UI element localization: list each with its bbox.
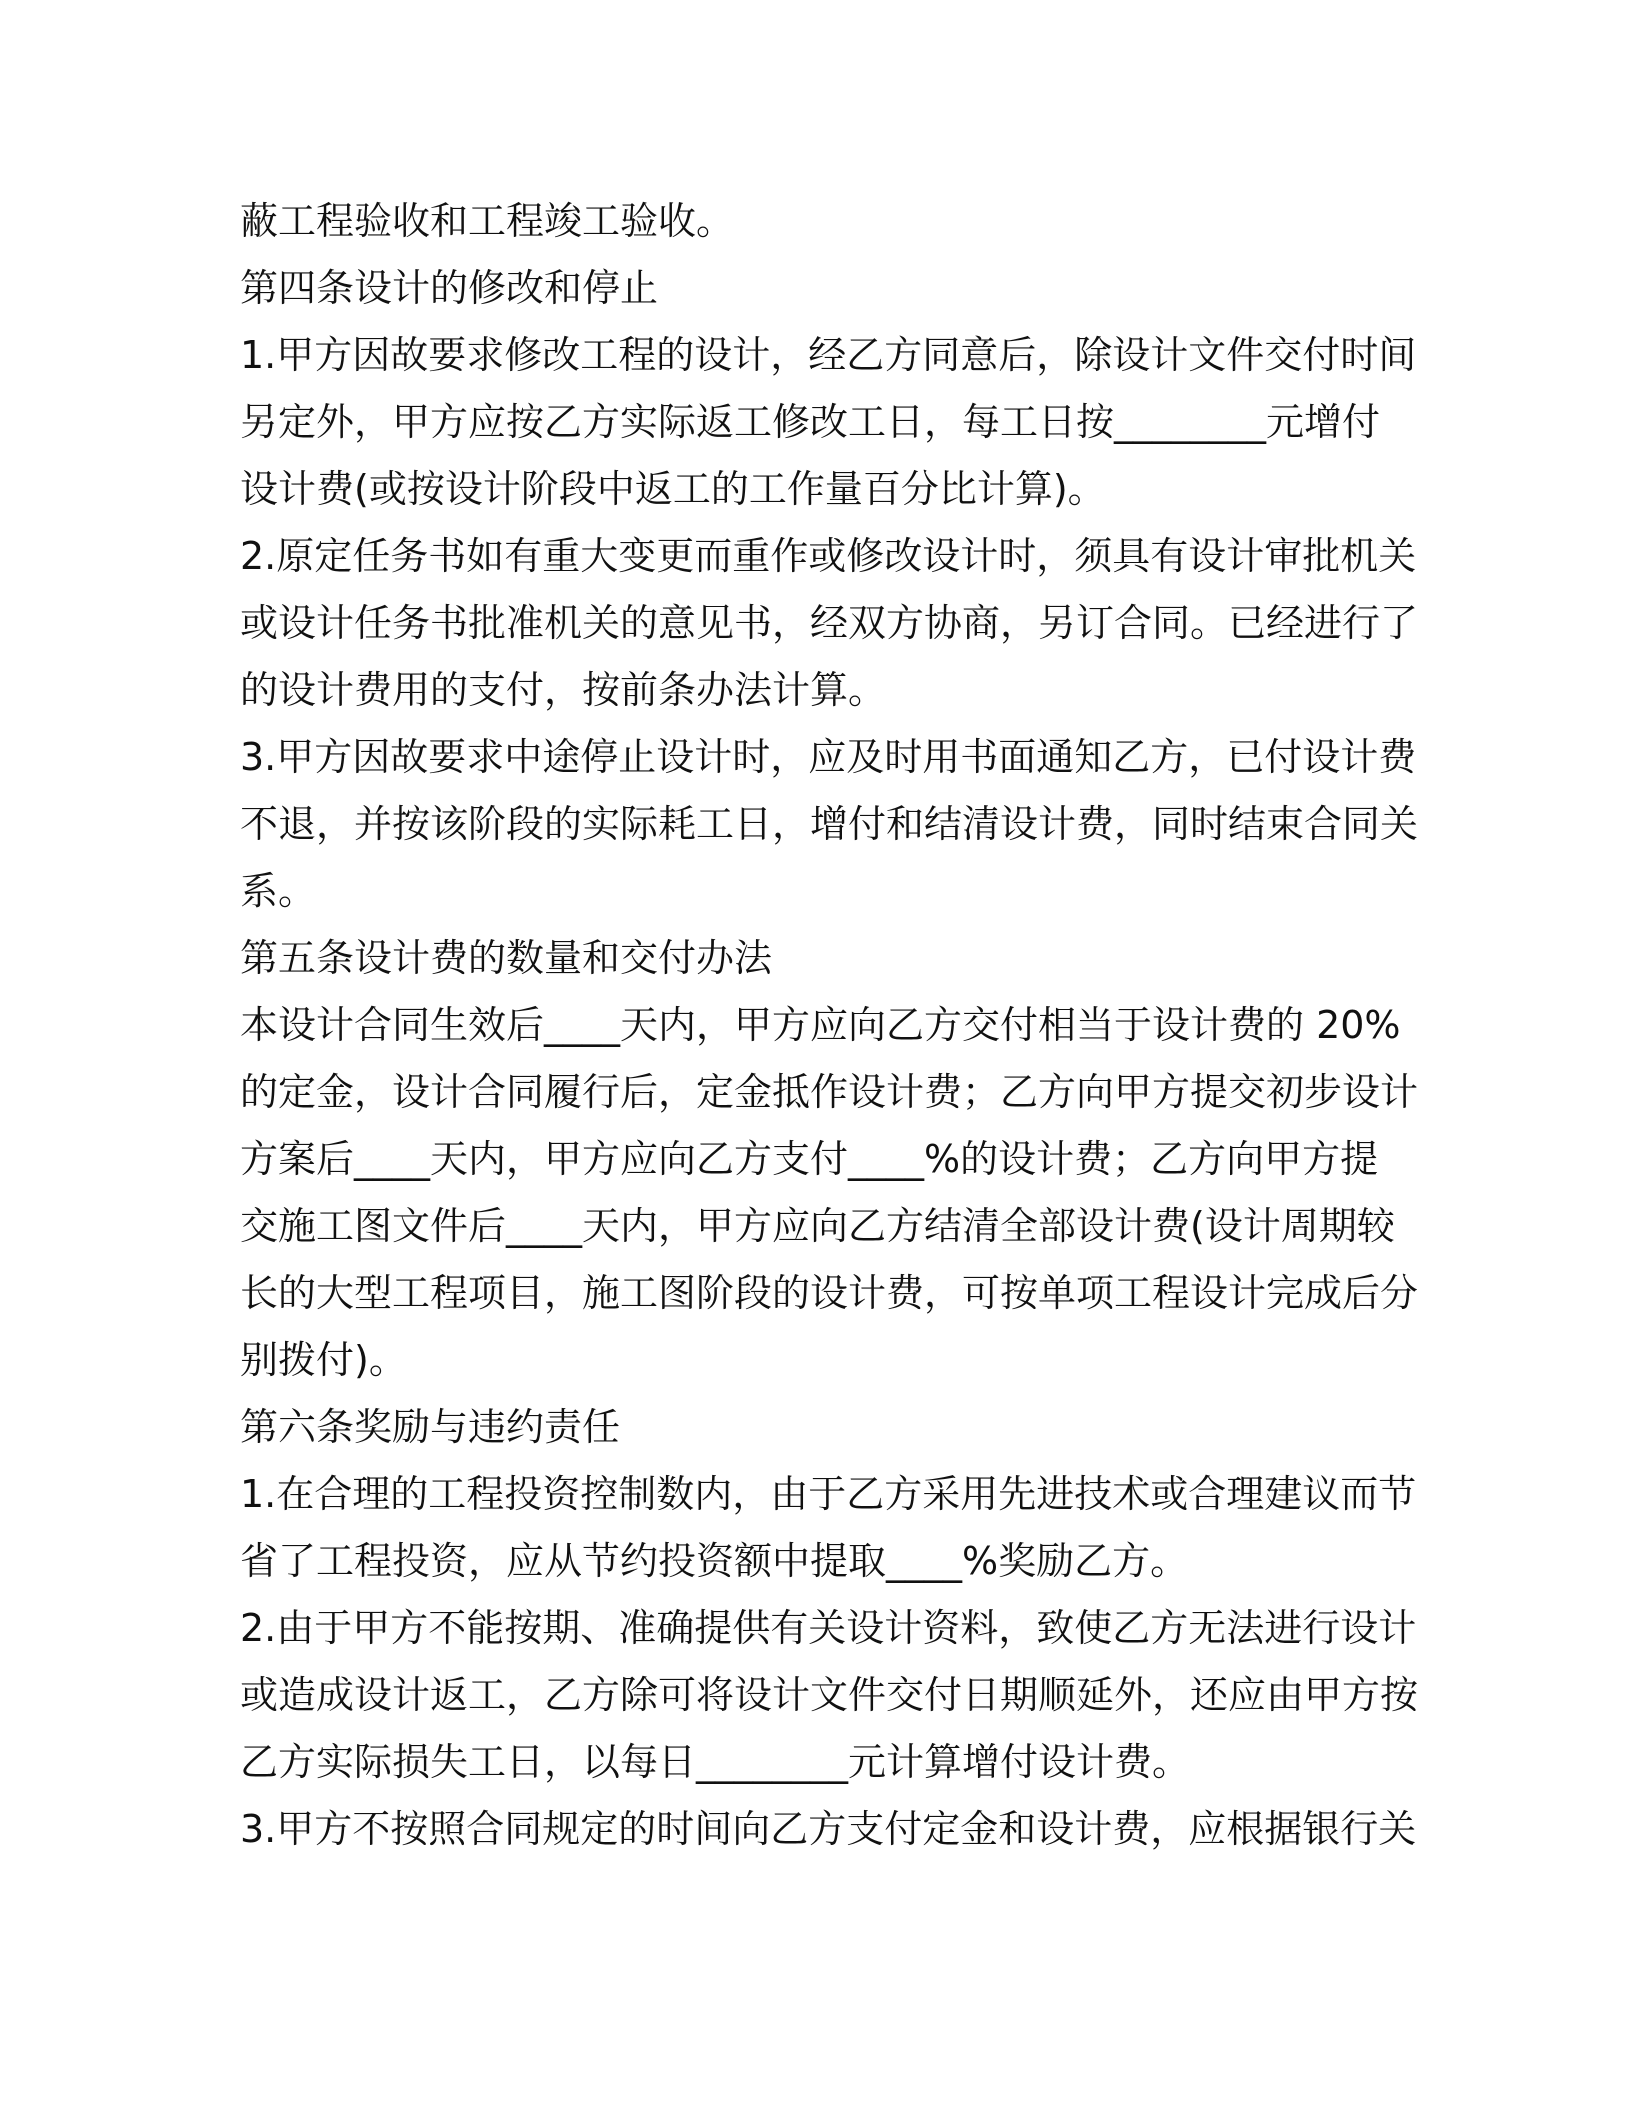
text-line: 设计费(或按设计阶段中返工的工作量百分比计算)。 bbox=[240, 467, 1106, 511]
text-line: 系。 bbox=[240, 869, 317, 913]
text-line: 2.原定任务书如有重大变更而重作或修改设计时，须具有设计审批机关 bbox=[240, 534, 1417, 578]
text-line: 1.甲方因故要求修改工程的设计，经乙方同意后，除设计文件交付时间 bbox=[240, 333, 1417, 377]
text-line: 交施工图文件后____天内，甲方应向乙方结清全部设计费(设计周期较 bbox=[240, 1204, 1395, 1248]
text-line: 省了工程投资，应从节约投资额中提取____%奖励乙方。 bbox=[240, 1539, 1189, 1583]
text-line: 或造成设计返工，乙方除可将设计文件交付日期顺延外，还应由甲方按 bbox=[240, 1673, 1419, 1717]
text-line: 3.甲方因故要求中途停止设计时，应及时用书面通知乙方，已付设计费 bbox=[240, 735, 1417, 779]
text-line: 1.在合理的工程投资控制数内，由于乙方采用先进技术或合理建议而节 bbox=[240, 1472, 1417, 1516]
section-heading-article-4: 第四条设计的修改和停止 bbox=[240, 266, 659, 310]
text-line: 方案后____天内，甲方应向乙方支付____%的设计费；乙方向甲方提 bbox=[240, 1137, 1379, 1181]
text-line: 本设计合同生效后____天内，甲方应向乙方交付相当于设计费的 20% bbox=[240, 1003, 1401, 1047]
text-line: 3.甲方不按照合同规定的时间向乙方支付定金和设计费，应根据银行关 bbox=[240, 1807, 1417, 1851]
text-line: 别拨付)。 bbox=[240, 1338, 407, 1382]
section-heading-article-6: 第六条奖励与违约责任 bbox=[240, 1405, 621, 1449]
text-line: 的设计费用的支付，按前条办法计算。 bbox=[240, 668, 887, 712]
text-line: 或设计任务书批准机关的意见书，经双方协商，另订合同。已经进行了 bbox=[240, 601, 1419, 645]
text-line: 另定外，甲方应按乙方实际返工修改工日，每工日按________元增付 bbox=[240, 400, 1381, 444]
text-line: 蔽工程验收和工程竣工验收。 bbox=[240, 199, 735, 243]
text-line: 的定金，设计合同履行后，定金抵作设计费；乙方向甲方提交初步设计 bbox=[240, 1070, 1419, 1114]
text-line: 长的大型工程项目，施工图阶段的设计费，可按单项工程设计完成后分 bbox=[240, 1271, 1419, 1315]
text-line: 2.由于甲方不能按期、准确提供有关设计资料，致使乙方无法进行设计 bbox=[240, 1606, 1417, 1650]
section-heading-article-5: 第五条设计费的数量和交付办法 bbox=[240, 936, 773, 980]
contract-text-body bbox=[240, 188, 1419, 1863]
text-line: 乙方实际损失工日，以每日________元计算增付设计费。 bbox=[240, 1740, 1191, 1784]
text-line: 不退，并按该阶段的实际耗工日，增付和结清设计费，同时结束合同关 bbox=[240, 802, 1419, 846]
